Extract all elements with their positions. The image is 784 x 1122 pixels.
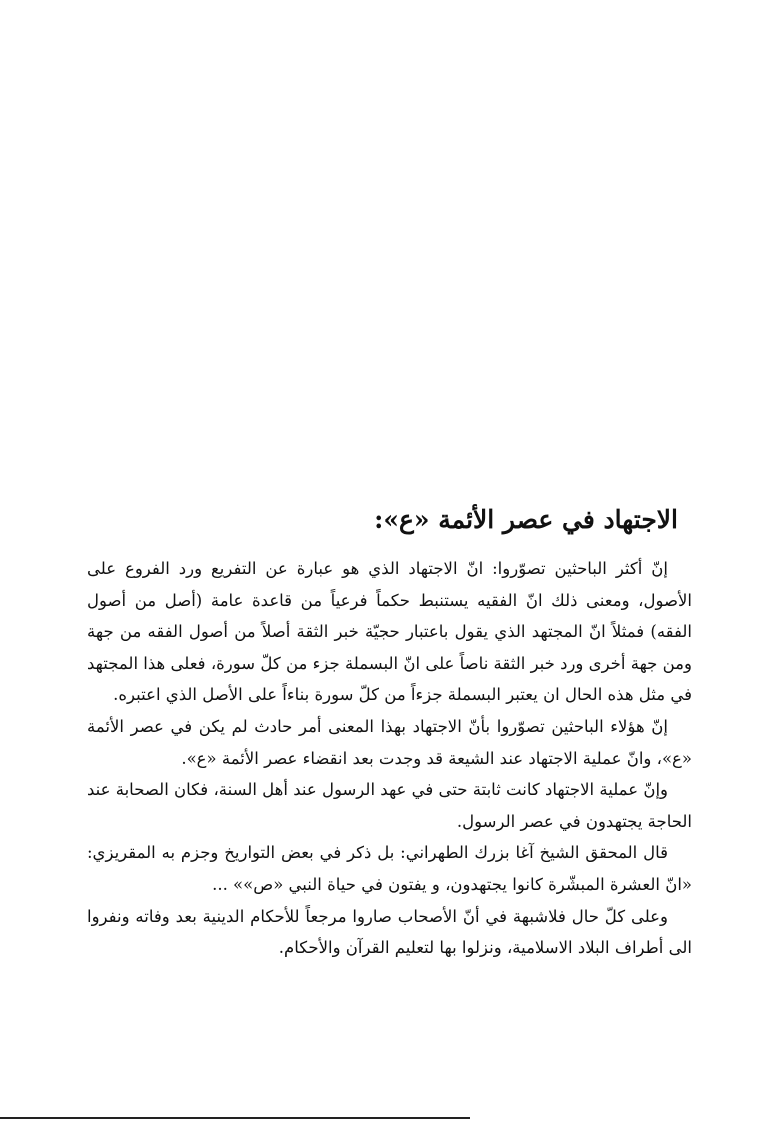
paragraph: إنّ أكثر الباحثين تصوّروا: انّ الاجتهاد الذي هو عبارة عن التفريع ورد الفروع على الأصول، ومعنى ذلك انّ الفقيه يستنبط حكماً فرعياً من قاعدة عامة (أصل من أصول الفقه) فمثلاً انّ المجتهد الذي يقول باعتبار حجيّة خبر الثقة أصلاً من أصول الفقه من جهة ومن جهة أخرى ورد خبر الثقة ناصاً على انّ البسملة جزء من كلّ سورة، فعلى هذا المجتهد في مثل هذه الحال ان يعتبر البسملة جزءاً من كلّ سورة بناءاً على الأصل الذي اعتبره. xyxy=(87,559,692,705)
paragraph: وإنّ عملية الاجتهاد كانت ثابتة حتى في عهد الرسول عند أهل السنة، فكان الصحابة عند الحاجة يجتهدون في عصر الرسول. xyxy=(87,780,692,831)
paragraph: قال المحقق الشيخ آغا بزرك الطهراني: بل ذكر في بعض التواريخ وجزم به المقريزي: «انّ العشرة المبشّرة كانوا يجتهدون، و يفتون في حياة النبي «ص»» ... xyxy=(87,843,692,894)
paragraph: إنّ هؤلاء الباحثين تصوّروا بأنّ الاجتهاد بهذا المعنى أمر حادث لم يكن في عصر الأئمة «ع»، وانّ عملية الاجتهاد عند الشيعة قد وجدت بعد انقضاء عصر الأئمة «ع». xyxy=(87,716,692,768)
body-text xyxy=(87,553,692,964)
bottom-rule xyxy=(0,1117,470,1119)
section-heading: الاجتهاد في عصر الأئمة «ع»: xyxy=(374,505,678,534)
paragraph: وعلى كلّ حال فلاشبهة في أنّ الأصحاب صاروا مرجعاً للأحكام الدينية بعد وفاته ونفروا الى أطراف البلاد الاسلامية، ونزلوا بها لتعليم القرآن والأحكام. xyxy=(87,906,692,958)
